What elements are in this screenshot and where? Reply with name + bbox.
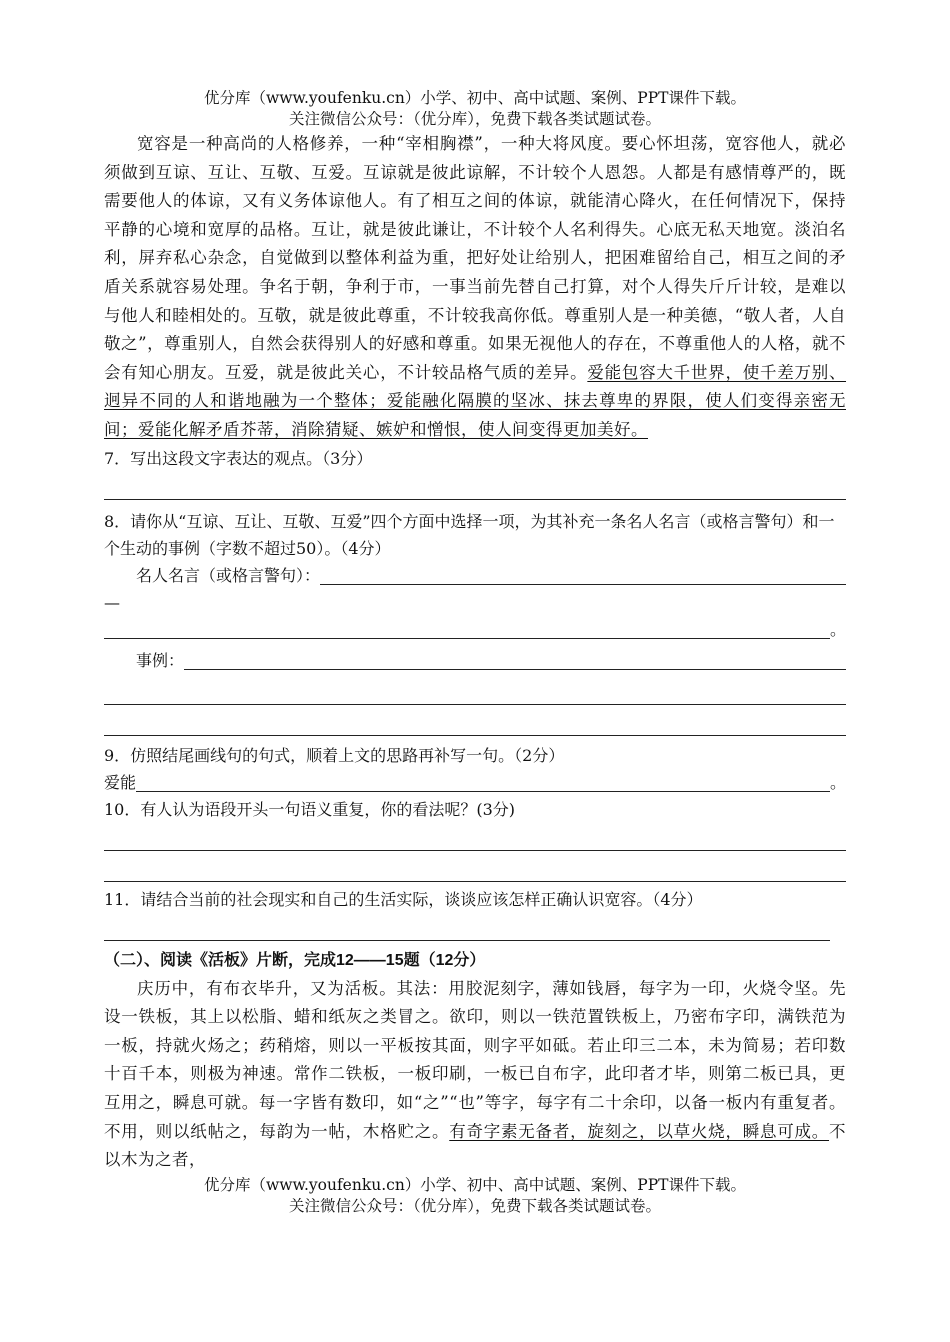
q8-dash: — — [104, 592, 120, 612]
q8-quote-row — [104, 562, 846, 589]
passage-text: 宽容是一种高尚的人格修养，一种“宰相胸襟”，一种大将风度。要心怀坦荡，宽容他人，就必须做到互谅、互让、互敬、互爱。互谅就是彼此谅解，不计较个人恩怨。人都是有感情尊严的，既需要他人的体谅，又有义务体谅他人。有了相互之间的体谅，就能清心降火，在任何情况下，保持平静的心境和宽厚的品格。互让，就是彼此谦让，不计较个人名利得失。心底无私天地宽。淡泊名利，屏弃私心杂念，自觉做到以整体利益为重，把好处让给别人，把困难留给自己，相互之间的矛盾关系就容易处理。争名于朝，争利于市，一事当前先替自己打算，对个人得失斤斤计较，是难以与他人和睦相处的。互敬，就是彼此尊重，不计较我高你低。尊重别人是一种美德，“敬人者，人自敬之”，尊重别人，自然会获得别人的好感和尊重。如果无视他人的存在，不尊重他人的人格，就不会有知心朋友。互爱，就是彼此关心，不计较品格气质的差异。 — [104, 134, 846, 382]
huoban-tail: 不以木为之者， — [104, 1121, 847, 1170]
header-line-1: 优分库（www.youfenku.cn）小学、初中、高中试题、案例、PPT课件下载。 — [203, 89, 747, 107]
question-7: 7．写出这段文字表达的观点。（3分） — [104, 448, 373, 468]
question-10: 10．有人认为语段开头一句语义重复，你的看法呢？(3分) — [104, 799, 516, 819]
q9-prefix: 爱能 — [104, 772, 137, 792]
passage-huoban — [104, 975, 846, 1175]
q8-quote-row-2 — [104, 616, 846, 643]
page-header — [104, 88, 846, 130]
answer-line-q11[interactable] — [104, 913, 830, 941]
question-9: 9．仿照结尾画线句的句式，顺着上文的思路再补写一句。（2分） — [104, 745, 565, 765]
question-8: 8．请你从“互谅、互让、互敬、互爱”四个方面中选择一项，为其补充一条名人名言（或格言警句）和一个生动的事例（字数不超过50）。（4分） — [104, 511, 835, 558]
q9-answer-row — [104, 769, 846, 796]
answer-line-q8-quote-2[interactable] — [104, 616, 830, 639]
q9-end-mark: 。 — [829, 772, 846, 792]
footer-line-2: 关注微信公众号：（优分库），免费下载各类试题试卷。 — [288, 1196, 661, 1215]
passage-tolerance — [104, 130, 846, 445]
huoban-text: 庆历中，有布衣毕升，又为活板。其法：用胶泥刻字，薄如钱唇，每字为一印，火烧令坚。先设一铁板，其上以松脂、蜡和纸灰之类冒之。欲印，则以一铁范置铁板上，乃密布字印，满铁范为一板，持就火炀之；药稍熔，则以一平板按其面，则字平如砥。若止印三二本，未为简易；若印数十百千本，则极为神速。常作二铁板，一板印刷，一板已自布字，此印者才毕，则第二板已具，更互用之，瞬息可就。每一字皆有数印，如“之”“也”等字，每字有二十余印，以备一板内有重复者。不用，则以纸帖之，每韵为一帖，木格贮之。 — [104, 978, 846, 1141]
answer-line-q8-example-3[interactable] — [104, 708, 846, 736]
answer-line-q8-example[interactable] — [184, 647, 846, 670]
q8-end-mark: 。 — [829, 619, 846, 639]
answer-line-q10-1[interactable] — [104, 823, 846, 851]
answer-line-q8-example-2[interactable] — [104, 677, 846, 705]
section-2-title: （二）、阅读《活板》片断，完成12——15题（12分） — [104, 951, 486, 969]
page-footer — [104, 1175, 846, 1217]
answer-line-q9[interactable] — [136, 769, 830, 792]
passage-underlined-sentence: 爱能包容大千世界，使千差万别、迥异不同的人和谐地融为一个整体；爱能融化隔膜的坚冰、抹去尊卑的界限，使人们变得亲密无间；爱能化解矛盾芥蒂，消除猜疑、嫉妒和憎恨，使人间变得更加美好。 — [104, 362, 847, 439]
question-11: 11．请结合当前的社会现实和自己的生活实际，谈谈应该怎样正确认识宽容。（4分） — [104, 889, 703, 909]
huoban-underlined-sentence: 有奇字素无备者，旋刻之，以草火烧，瞬息可成。 — [449, 1121, 830, 1141]
q8-example-row — [104, 647, 846, 674]
footer-line-1: 优分库（www.youfenku.cn）小学、初中、高中试题、案例、PPT课件下载。 — [203, 1175, 747, 1194]
q8-example-label: 事例： — [136, 650, 185, 670]
header-line-2: 关注微信公众号：（优分库），免费下载各类试题试卷。 — [288, 110, 661, 128]
exam-page — [104, 88, 846, 1217]
answer-line-q10-2[interactable] — [104, 854, 846, 882]
answer-line-q8-quote[interactable] — [320, 562, 846, 585]
answer-line-q7[interactable] — [104, 472, 846, 500]
q8-quote-label: 名人名言（或格言警句）： — [136, 565, 321, 585]
